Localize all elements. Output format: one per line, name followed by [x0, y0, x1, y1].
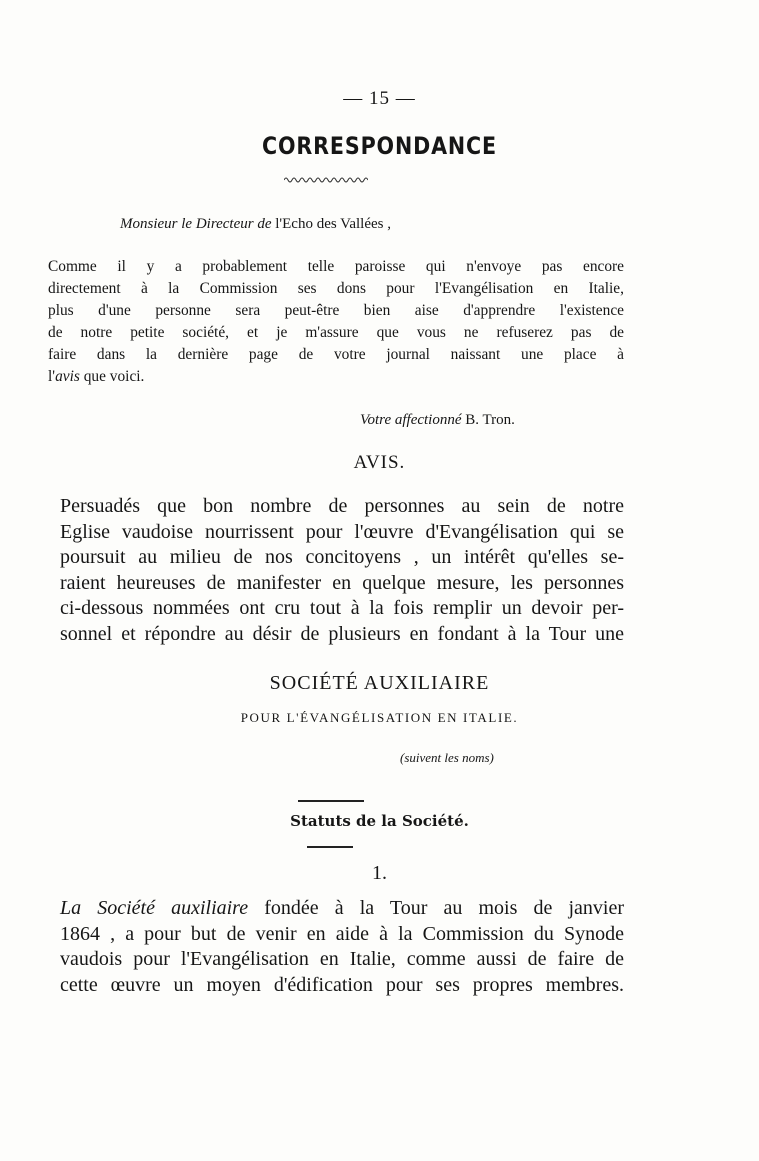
letter-last-pre: l': [48, 368, 56, 385]
avis-paragraph: [60, 494, 624, 648]
wavy-divider: [284, 176, 368, 184]
salutation: [120, 216, 391, 233]
letter-body: [48, 256, 624, 388]
letter-line: de notre petite société, et je m'assure que vous ne refuserez pas de: [48, 324, 624, 341]
letter-last-italic: avis: [55, 368, 80, 385]
page-title: CORRESPONDANCE: [261, 132, 498, 160]
letter-last-line: [48, 366, 624, 388]
rule-divider: [298, 800, 364, 802]
letter-last-post: que voici.: [79, 368, 145, 385]
letter-line: directement à la Commission ses dons pour l'Evangélisation en Italie,: [48, 280, 624, 297]
article-line: 1864 , a pour but de venir en aide à la Commission du Synode: [60, 922, 624, 945]
avis-line: poursuit au milieu de nos concitoyens , un intérêt qu'elles se-: [60, 546, 624, 569]
avis-line: Persuadés que bon nombre de personnes au sein de notre: [60, 495, 624, 517]
article-line: vaudois pour l'Evangélisation en Italie, comme aussi de faire de: [60, 948, 624, 971]
salutation-rest: l'Echo des Vallées ,: [271, 216, 391, 232]
avis-heading: AVIS.: [353, 452, 406, 473]
avis-line: Eglise vaudoise nourrissent pour l'œuvre d'Evangélisation qui se: [60, 520, 624, 543]
signature-name: B. Tron.: [461, 412, 515, 428]
article-first-italic: La Société auxiliaire: [60, 897, 249, 919]
article-number: 1.: [372, 862, 387, 884]
society-subtitle: POUR L'ÉVANGÉLISATION EN ITALIE.: [240, 710, 519, 725]
article-line: cette œuvre un moyen d'édification pour ses propres membres.: [60, 973, 624, 996]
society-name: SOCIÉTÉ AUXILIAIRE: [269, 672, 490, 694]
avis-line: sonnel et répondre au désir de plusieurs en fondant à la Tour une: [60, 622, 624, 645]
page-number: — 15 —: [343, 88, 416, 109]
letter-line: plus d'une personne sera peut-être bien aise d'apprendre l'existence: [48, 302, 624, 319]
avis-line: raient heureuses de manifester en quelque mesure, les personnes: [60, 571, 624, 594]
letter-line: faire dans la dernière page de votre journal naissant une place à: [48, 346, 624, 363]
letter-line: Comme il y a probablement telle paroisse qui n'envoye pas encore: [48, 258, 624, 275]
names-note: (suivent les noms): [400, 750, 494, 765]
rule-divider: [307, 846, 353, 848]
statuts-heading: Statuts de la Société.: [290, 812, 469, 830]
salutation-italic: Monsieur le Directeur de: [120, 216, 272, 232]
signature: [360, 412, 515, 429]
avis-line: ci-dessous nommées ont cru tout à la fois remplir un devoir per-: [60, 597, 624, 620]
article-paragraph: [60, 896, 624, 998]
article-first-rest: fondée à la Tour au mois de janvier: [248, 897, 624, 919]
signature-italic: Votre affectionné: [360, 412, 462, 428]
article-first-line: [60, 896, 624, 922]
